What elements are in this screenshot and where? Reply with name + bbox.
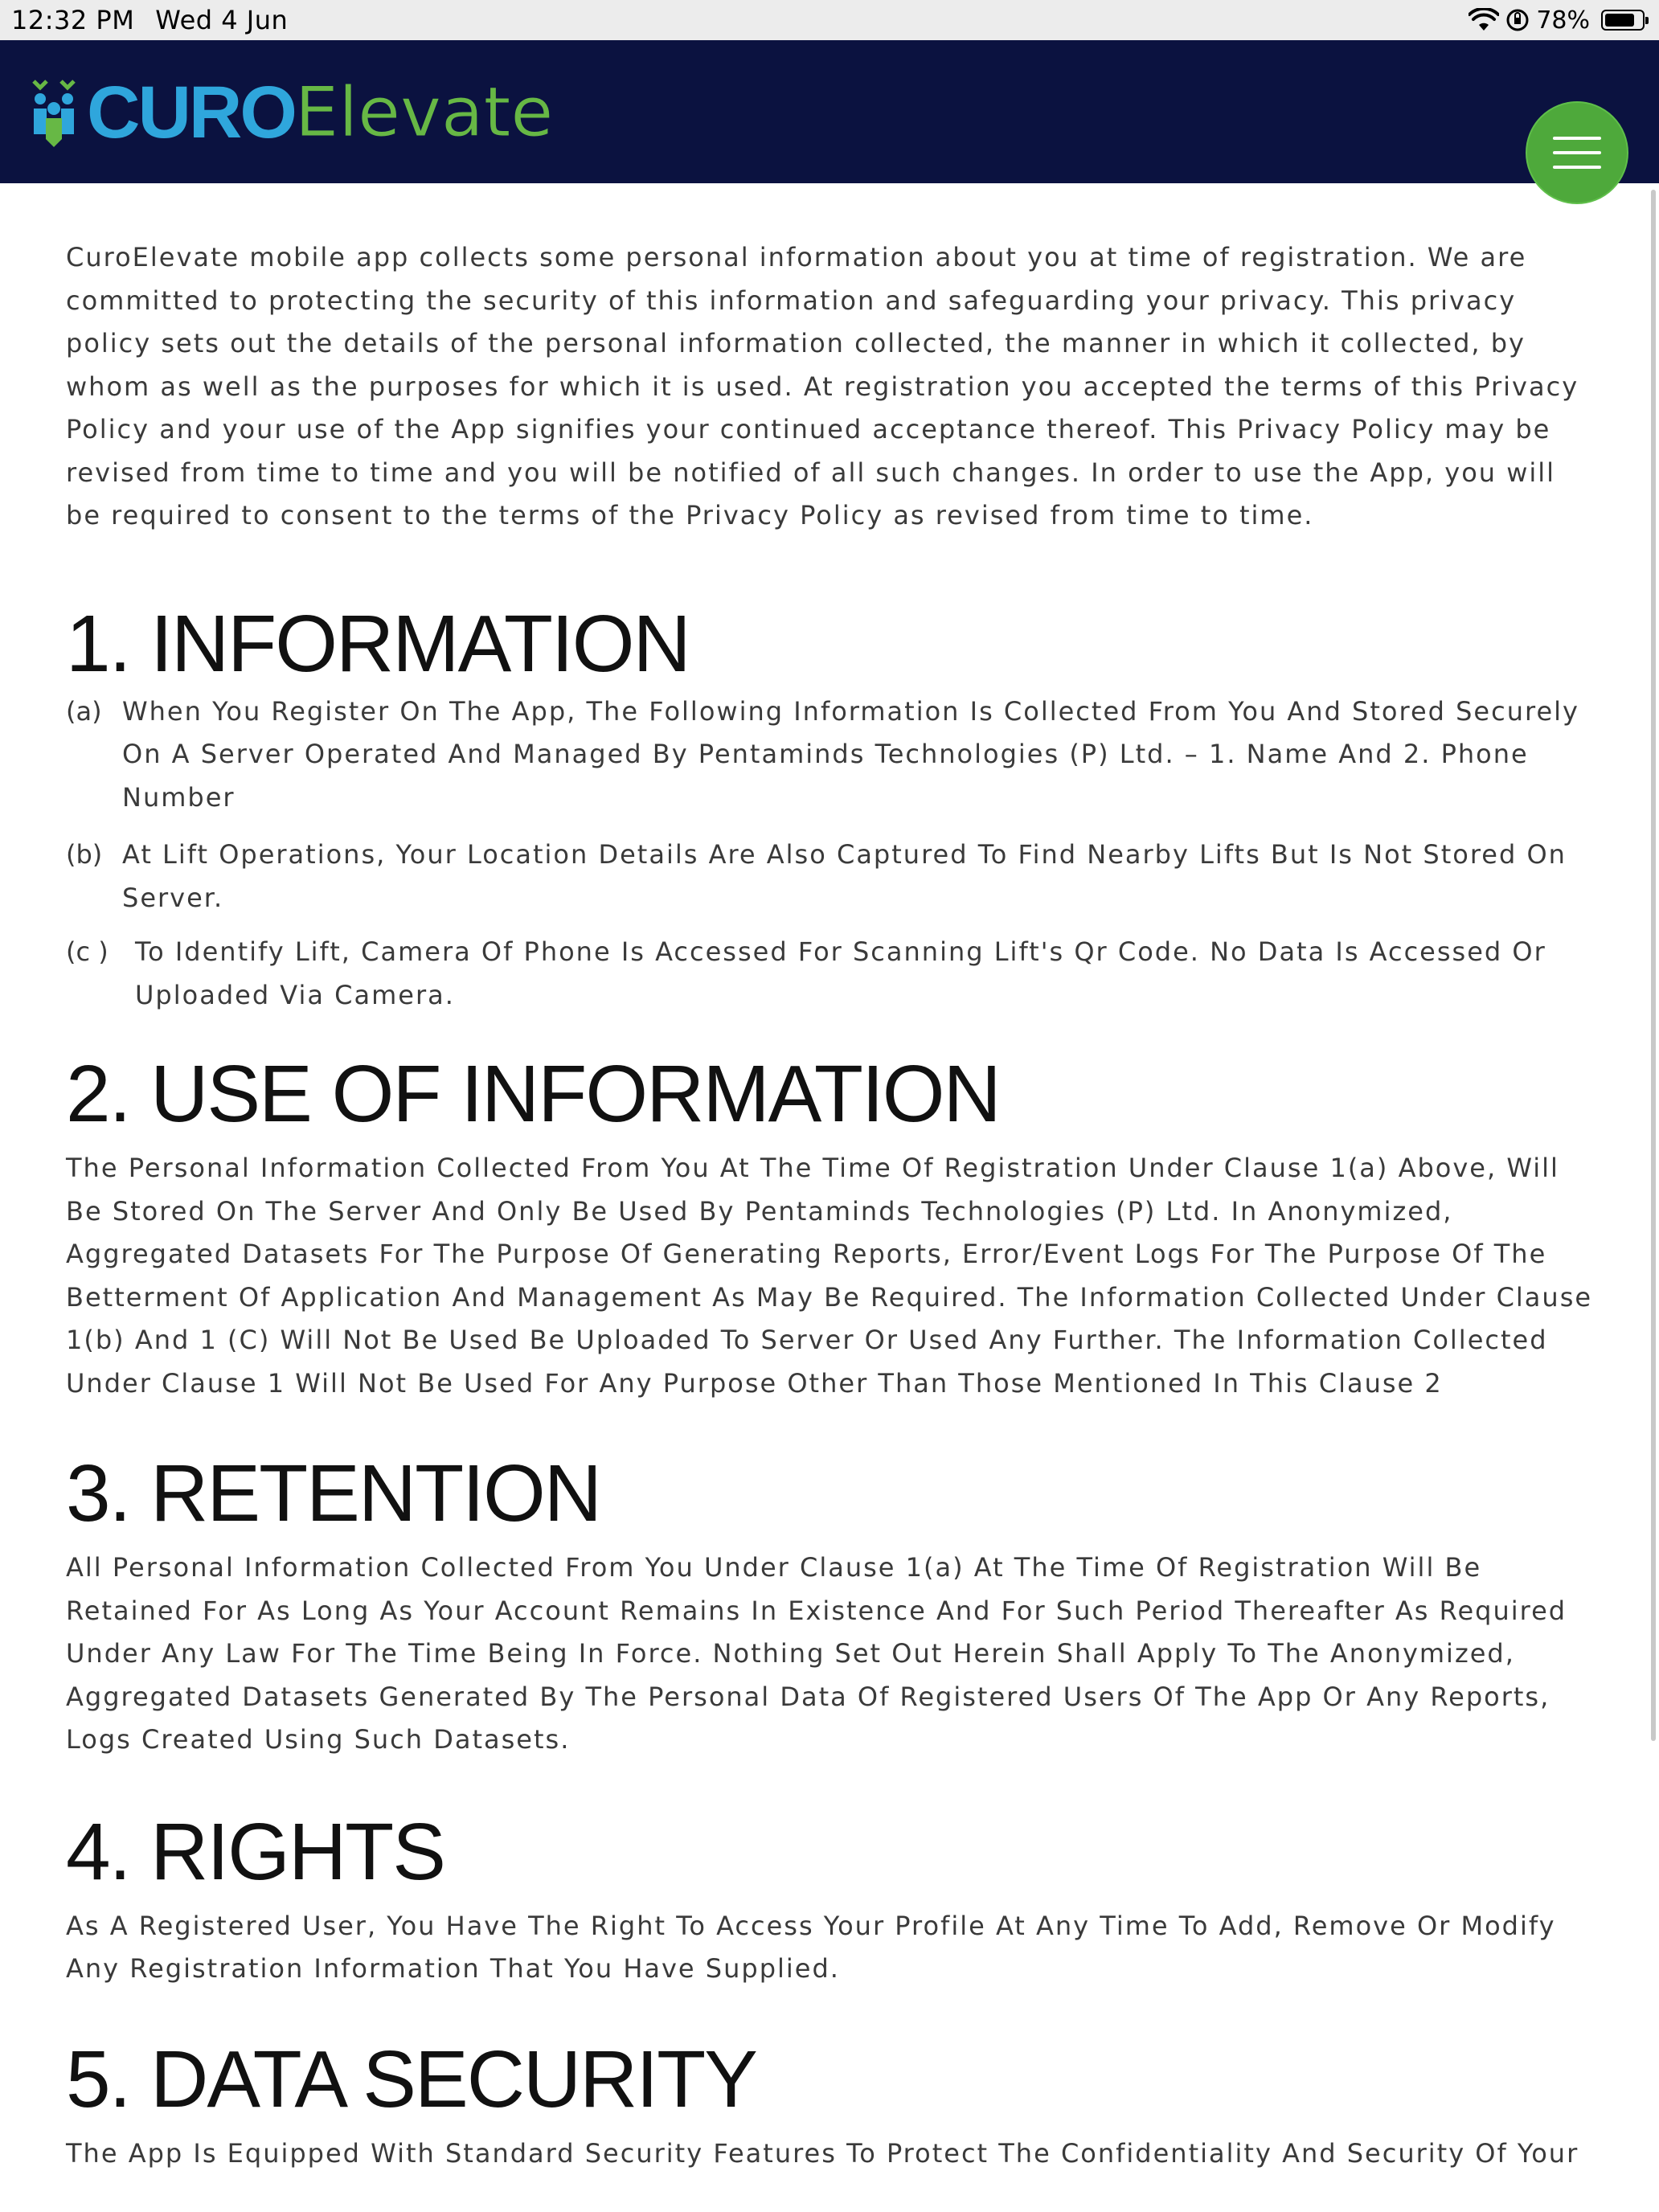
- status-time: 12:32 PM: [11, 5, 135, 35]
- clause-b: [66, 834, 1593, 920]
- section-title-data-security: 5. DATA SECURITY: [66, 2034, 756, 2124]
- status-date: Wed 4 Jun: [155, 5, 289, 35]
- section-title-information: 1. INFORMATION: [66, 598, 690, 689]
- section-body-rights: As A Registered User, You Have The Right To Access Your Profile At Any Time To Add, Remove Or Modify Any Registration Information That You Have Supplied.: [66, 1910, 1556, 1984]
- orientation-lock-icon: [1505, 8, 1530, 32]
- section-body-data-security: The App Is Equipped With Standard Security Features To Protect The Confidentiality And Security Of Your: [66, 2137, 1579, 2169]
- clause-a: [66, 690, 1593, 820]
- clause-text: At Lift Operations, Your Location Details Are Also Captured To Find Nearby Lifts But Is Not Stored On Server.: [122, 839, 1567, 913]
- privacy-policy-content: [66, 185, 1593, 2175]
- section-title-rights: 4. RIGHTS: [66, 1806, 444, 1897]
- clause-marker: (b): [66, 839, 103, 870]
- page-scrollbar[interactable]: [1651, 190, 1656, 1741]
- clause-marker: (a): [66, 695, 102, 727]
- app-header: [0, 40, 1659, 183]
- clause-c: [66, 931, 1593, 1017]
- battery-icon: [1601, 10, 1645, 31]
- logo-curo-text: CURO: [87, 72, 295, 154]
- intro-paragraph: CuroElevate mobile app collects some personal information about you at time of registration. We are committed to protecting the security of this information and safeguarding your privacy. This privacy policy sets out the details of the personal information collected, the manner in which it collected, by whom as well as the purposes for which it is used. At registration you accepted the terms of this Privacy Policy and your use of the App signifies your continued acceptance thereof. This Privacy Policy may be revised from time to time and you will be notified of all such changes. In order to use the App, you will be required to consent to the terms of the Privacy Policy as revised from time to time.: [66, 242, 1579, 530]
- clause-text: When You Register On The App, The Following Information Is Collected From You And Stored Securely On A Server Operated And Managed By Pentaminds Technologies (P) Ltd. – 1. Name And 2. Phone Number: [122, 695, 1579, 813]
- logo-people-icon: [29, 76, 84, 149]
- wifi-icon: [1469, 8, 1499, 32]
- status-indicators: [1469, 3, 1645, 37]
- clause-text: To Identify Lift, Camera Of Phone Is Accessed For Scanning Lift's Qr Code. No Data Is Accessed Or Uploaded Via Camera.: [135, 936, 1546, 1010]
- section-title-use-of-information: 2. USE OF INFORMATION: [66, 1049, 1000, 1139]
- status-time-date: [11, 5, 288, 35]
- section-body-use-of-information: The Personal Information Collected From You At The Time Of Registration Under Clause 1(a) Above, Will Be Stored On The Server And Only Be Used By Pentaminds Technologies (P) Ltd. In Anonymized, Aggregated Datasets For The Purpose Of Generating Reports, Error/Event Logs For The Purpose Of The Betterment Of Application And Management As May Be Required. The Information Collected Under Clause 1(b) And 1 (C) Will Not Be Used Be Uploaded To Server Or Used Any Further. The Information Collected Under Clause 1 Will Not Be Used For Any Purpose Other Than Those Mentioned In This Clause 2: [66, 1153, 1593, 1399]
- section-title-retention: 3. RETENTION: [66, 1448, 600, 1538]
- logo-elevate-text: Elevate: [294, 72, 554, 153]
- clause-marker: (c ): [66, 936, 109, 967]
- battery-percentage: 78%: [1536, 6, 1590, 35]
- status-bar: [0, 0, 1659, 40]
- section-body-retention: All Personal Information Collected From You Under Clause 1(a) At The Time Of Registration Will Be Retained For As Long As Your Account Remains In Existence And For Such Period Thereafter As Required Under Any Law For The Time Being In Force. Nothing Set Out Herein Shall Apply To The Anonymized, Aggregated Datasets Generated By The Personal Data Of Registered Users Of The App Or Any Reports, Logs Created Using Such Datasets.: [66, 1552, 1567, 1755]
- curo-elevate-logo[interactable]: [29, 72, 553, 153]
- hamburger-menu-icon: [1553, 137, 1601, 140]
